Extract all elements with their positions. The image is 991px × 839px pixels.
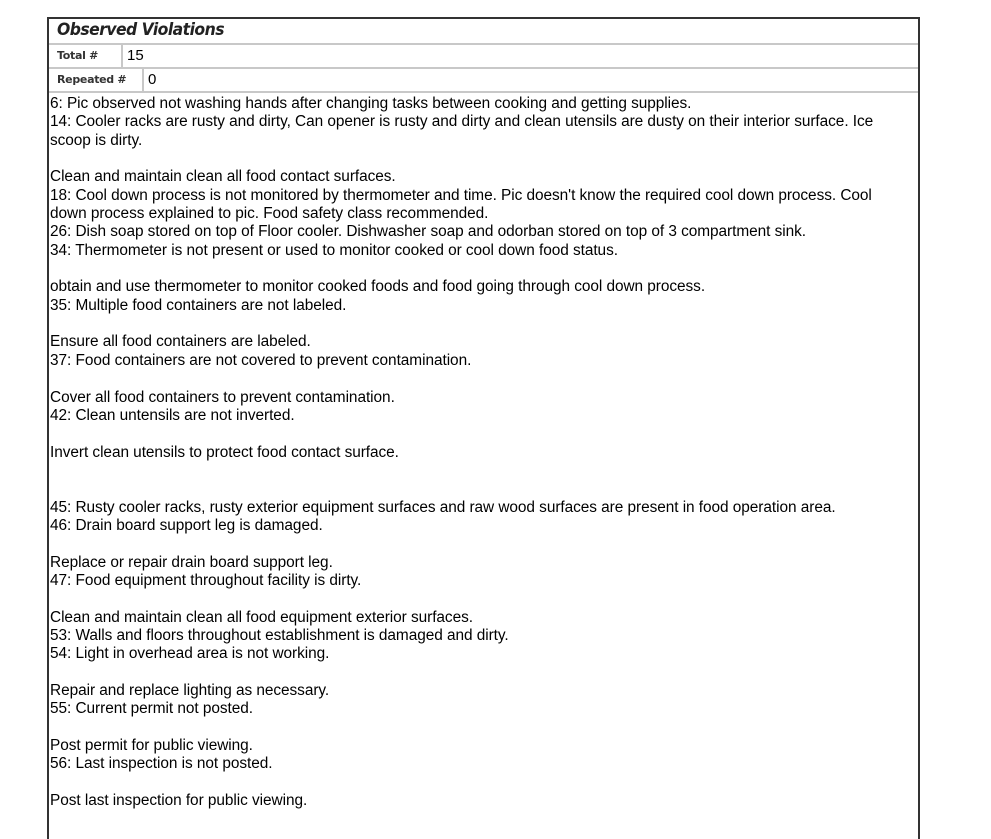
violation-line: 56: Last inspection is not posted. bbox=[50, 755, 273, 773]
blank-line bbox=[50, 535, 916, 553]
violation-line: 42: Clean untensils are not inverted. bbox=[50, 406, 295, 424]
violation-line: scoop is dirty. bbox=[50, 131, 143, 149]
section-title: Observed Violations bbox=[57, 20, 224, 40]
blank-line bbox=[50, 315, 916, 333]
blank-line bbox=[50, 425, 916, 443]
violation-line: obtain and use thermometer to monitor cooked foods and food going through cool down process. bbox=[50, 278, 706, 296]
section-header-row bbox=[49, 19, 918, 45]
violation-line: down process explained to pic. Food safety class recommended. bbox=[50, 205, 489, 223]
violation-line: Clean and maintain clean all food contact surfaces. bbox=[50, 168, 396, 186]
violation-line: 55: Current permit not posted. bbox=[50, 700, 253, 718]
violation-line: 6: Pic observed not washing hands after changing tasks between cooking and getting supplies. bbox=[50, 95, 692, 112]
violation-line: 26: Dish soap stored on top of Floor cooler. Dishwasher soap and odorban stored on top of 3 compartment sink. bbox=[50, 223, 806, 241]
violation-line: 46: Drain board support leg is damaged. bbox=[50, 516, 323, 534]
blank-line bbox=[50, 462, 916, 480]
blank-line bbox=[50, 150, 916, 168]
blank-line bbox=[50, 774, 916, 792]
violation-line: Cover all food containers to prevent contamination. bbox=[50, 388, 395, 406]
blank-line bbox=[50, 370, 916, 388]
violation-line: Invert clean utensils to protect food contact surface. bbox=[50, 443, 399, 461]
violation-line: 14: Cooler racks are rusty and dirty, Can opener is rusty and dirty and clean utensils are dusty on their interior surface. Ice bbox=[50, 113, 874, 131]
violation-line: 37: Food containers are not covered to prevent contamination. bbox=[50, 351, 472, 369]
violation-line: Clean and maintain clean all food equipment exterior surfaces. bbox=[50, 608, 473, 626]
violation-line: Replace or repair drain board support leg. bbox=[50, 553, 333, 571]
violation-line: 35: Multiple food containers are not labeled. bbox=[50, 296, 347, 314]
total-value: 15 bbox=[127, 47, 144, 64]
violation-line: 47: Food equipment throughout facility is dirty. bbox=[50, 571, 362, 589]
violation-line: Post permit for public viewing. bbox=[50, 737, 253, 755]
violations-text bbox=[49, 95, 916, 810]
violation-line: 53: Walls and floors throughout establishment is damaged and dirty. bbox=[50, 626, 509, 644]
violation-line: Ensure all food containers are labeled. bbox=[50, 333, 311, 351]
violation-line: 45: Rusty cooler racks, rusty exterior equipment surfaces and raw wood surfaces are present in food operation area. bbox=[50, 498, 836, 516]
observed-violations-section bbox=[47, 17, 920, 839]
repeated-label: Repeated # bbox=[49, 69, 144, 91]
blank-line bbox=[50, 664, 916, 682]
violation-line: 34: Thermometer is not present or used to monitor cooked or cool down food status. bbox=[50, 241, 618, 259]
total-row bbox=[49, 45, 918, 69]
blank-line bbox=[50, 480, 916, 498]
violation-line: 18: Cool down process is not monitored by thermometer and time. Pic doesn't know the required cool down process. Cool bbox=[50, 186, 872, 204]
repeated-value: 0 bbox=[148, 71, 157, 88]
violation-line: 54: Light in overhead area is not working. bbox=[50, 645, 330, 663]
blank-line bbox=[50, 590, 916, 608]
violation-line: Repair and replace lighting as necessary. bbox=[50, 682, 330, 699]
blank-line bbox=[50, 719, 916, 737]
total-label: Total # bbox=[49, 45, 123, 67]
violation-line: Post last inspection for public viewing. bbox=[50, 792, 308, 810]
blank-line bbox=[50, 260, 916, 278]
repeated-row bbox=[49, 69, 918, 93]
